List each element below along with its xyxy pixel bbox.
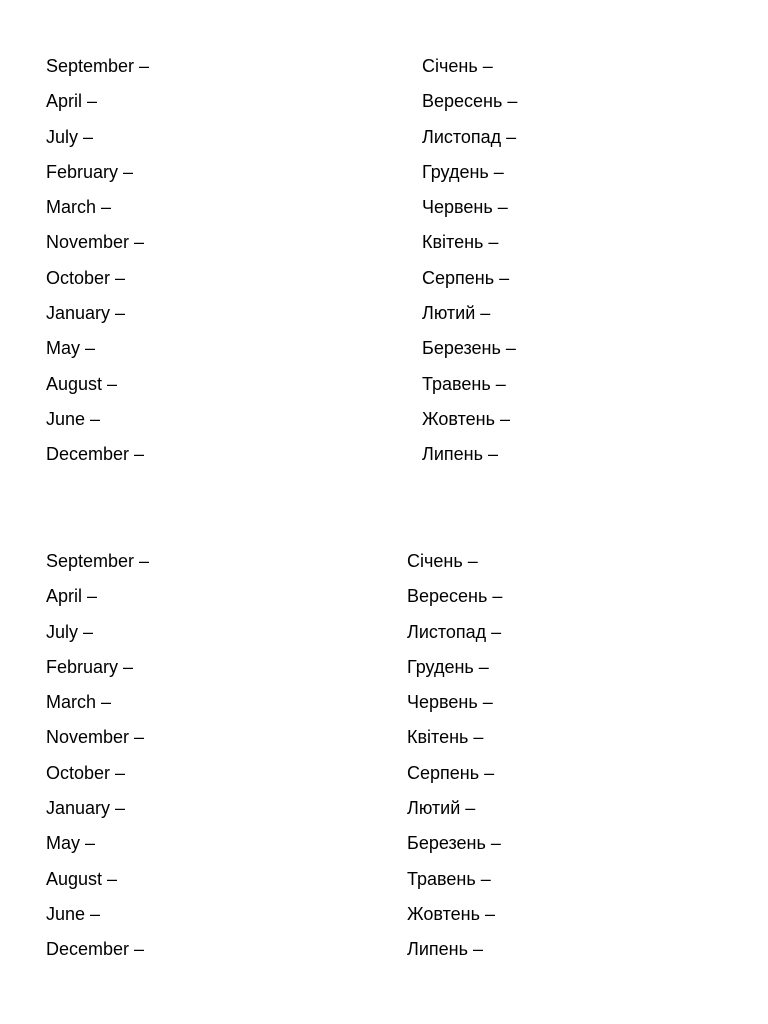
- ukrainian-month-item: Травень –: [422, 373, 506, 394]
- english-month-item: September –: [46, 551, 150, 571]
- english-month-item: December –: [46, 444, 145, 465]
- ukrainian-month-list-2: [407, 544, 502, 968]
- ukrainian-month-item: Лютий –: [422, 303, 491, 324]
- ukrainian-month-item: Липень –: [422, 444, 498, 465]
- ukrainian-month-item: Листопад –: [407, 621, 502, 642]
- ukrainian-month-item: Травень –: [407, 868, 491, 889]
- english-month-item: November –: [46, 727, 145, 748]
- ukrainian-month-item: Березень –: [422, 338, 516, 359]
- english-month-item: April –: [46, 91, 98, 112]
- english-month-item: October –: [46, 267, 126, 288]
- ukrainian-month-item: Квітень –: [422, 232, 499, 253]
- ukrainian-month-item: Серпень –: [407, 762, 495, 783]
- english-month-item: September –: [46, 56, 150, 76]
- english-month-item: February –: [46, 161, 134, 182]
- ukrainian-month-item: Листопад –: [422, 126, 517, 147]
- english-month-item: February –: [46, 656, 134, 677]
- english-month-list-2: [46, 544, 149, 968]
- ukrainian-month-item: Січень –: [407, 551, 478, 571]
- english-month-item: June –: [46, 903, 101, 924]
- english-month-item: December –: [46, 939, 145, 960]
- ukrainian-month-item: Грудень –: [422, 161, 504, 182]
- english-month-item: March –: [46, 692, 112, 713]
- ukrainian-month-item: Жовтень –: [407, 903, 495, 924]
- ukrainian-month-item: Березень –: [407, 833, 501, 854]
- ukrainian-month-item: Серпень –: [422, 267, 510, 288]
- english-month-item: January –: [46, 303, 126, 324]
- ukrainian-month-item: Червень –: [422, 197, 508, 218]
- ukrainian-month-item: Вересень –: [407, 586, 503, 607]
- ukrainian-month-item: Липень –: [407, 939, 483, 960]
- english-month-item: May –: [46, 833, 96, 854]
- ukrainian-month-item: Грудень –: [407, 656, 489, 677]
- ukrainian-month-item: Жовтень –: [422, 408, 510, 429]
- ukrainian-month-item: Лютий –: [407, 798, 476, 819]
- english-month-item: May –: [46, 338, 96, 359]
- ukrainian-month-item: Січень –: [422, 56, 493, 76]
- english-month-item: November –: [46, 232, 145, 253]
- english-month-item: July –: [46, 621, 94, 642]
- english-month-item: March –: [46, 197, 112, 218]
- english-month-item: October –: [46, 762, 126, 783]
- ukrainian-month-item: Червень –: [407, 692, 493, 713]
- english-month-item: July –: [46, 126, 94, 147]
- ukrainian-month-item: Квітень –: [407, 727, 484, 748]
- english-month-item: June –: [46, 408, 101, 429]
- ukrainian-month-list-1: [422, 49, 517, 473]
- english-month-list-1: [46, 49, 149, 473]
- ukrainian-month-item: Вересень –: [422, 91, 518, 112]
- english-month-item: January –: [46, 798, 126, 819]
- english-month-item: August –: [46, 868, 118, 889]
- english-month-item: April –: [46, 586, 98, 607]
- english-month-item: August –: [46, 373, 118, 394]
